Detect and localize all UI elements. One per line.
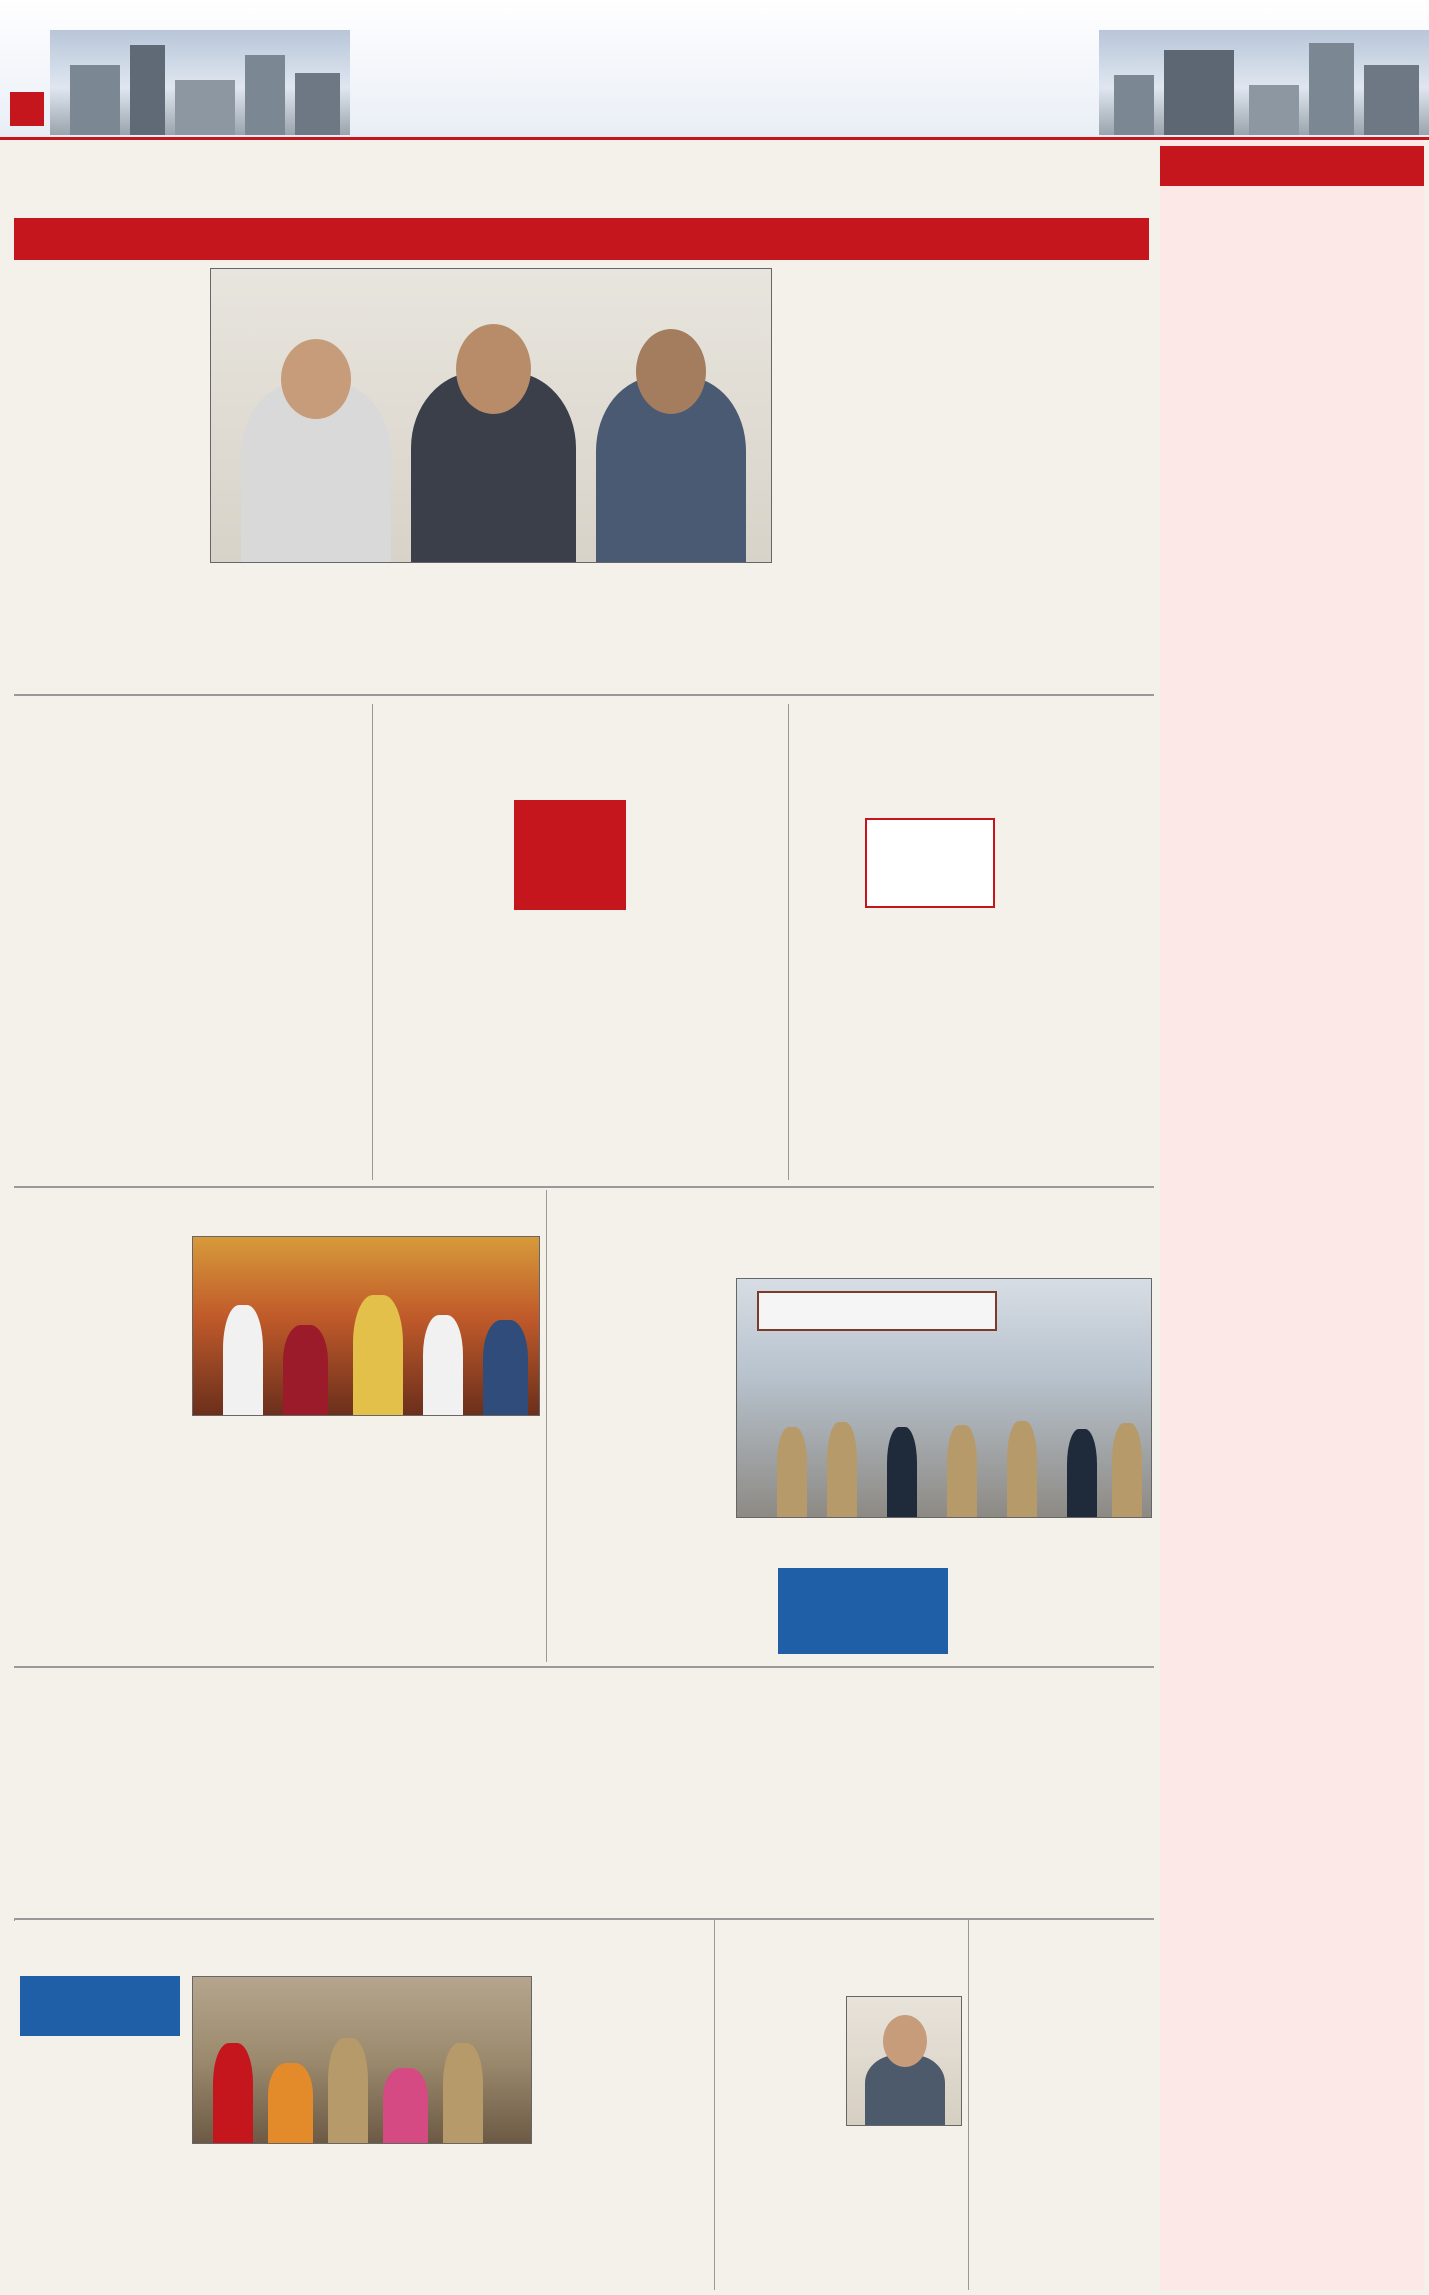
- divider: [14, 1666, 1154, 1668]
- shabash-photo: [736, 1278, 1152, 1518]
- quick-item-body: [1166, 1020, 1418, 1450]
- yida-col-1: [720, 1996, 840, 2156]
- basement-col-2: [632, 800, 782, 1180]
- lead-row2-col-3: [586, 592, 772, 686]
- shabash-col-4: [952, 1546, 1152, 1662]
- quick-read-title: [1160, 146, 1424, 186]
- medical-col-2: [977, 800, 1152, 1180]
- divider: [14, 1186, 1154, 1188]
- jabran-col-1: [14, 840, 186, 1178]
- mareej-col-3-bottom: [474, 1778, 704, 1912]
- quick-item-body: [1166, 1512, 1418, 1832]
- quick-item-body: [1166, 2098, 1418, 2283]
- lead-side-col-2: [968, 592, 1150, 686]
- quick-item-body: [1166, 1894, 1418, 2064]
- divider: [14, 694, 1154, 696]
- lead-row2-col-1: [210, 592, 390, 686]
- quick-item-body: [1166, 600, 1418, 930]
- divider: [546, 1190, 547, 1662]
- lead-side-col-1: [780, 592, 960, 686]
- divider: [14, 1918, 1154, 1920]
- ashtami-photo: [192, 1976, 532, 2144]
- ashtami-col-3: [192, 2170, 708, 2290]
- divider: [788, 704, 789, 1180]
- lead-col-1: [14, 268, 202, 686]
- divider: [14, 1920, 15, 1921]
- divider: [968, 1920, 969, 2290]
- divider: [372, 704, 373, 1180]
- ashtami-col-1: [14, 2042, 186, 2290]
- lead-photo: [210, 268, 772, 563]
- basement-callout: [514, 800, 626, 910]
- shabash-callout: [778, 1568, 948, 1654]
- page-number: [10, 92, 44, 126]
- medical-callout: [865, 818, 995, 908]
- shabash-col-1: [552, 1278, 730, 1660]
- masthead-photo-left: [50, 30, 350, 135]
- lead-row2-col-2: [398, 592, 578, 686]
- mareej-col-3-top: [474, 1716, 704, 1756]
- society-body: [192, 1478, 540, 1660]
- jabran-col-2: [194, 840, 366, 1178]
- mareej-col-1: [14, 1716, 236, 1912]
- brand-logo: [360, 24, 1100, 132]
- mareej-col-2: [244, 1716, 466, 1912]
- quick-item-body: [1166, 250, 1418, 565]
- masthead-photo-right: [1099, 30, 1429, 135]
- ashtami-col-2: [538, 1976, 708, 2144]
- masthead: [0, 0, 1429, 140]
- yida-col-2: [720, 2160, 962, 2290]
- ashtami-callout: [20, 1976, 180, 2036]
- lead-deck: [14, 218, 1149, 260]
- expo-sign: [757, 1291, 997, 1331]
- kalibari-col-1: [14, 1236, 184, 1660]
- lead-side-body: [780, 350, 1150, 585]
- yida-photo: [846, 1996, 962, 2126]
- kalibari-photo: [192, 1236, 540, 1416]
- divider: [714, 1920, 715, 2290]
- basement-col-1-top: [378, 800, 508, 1180]
